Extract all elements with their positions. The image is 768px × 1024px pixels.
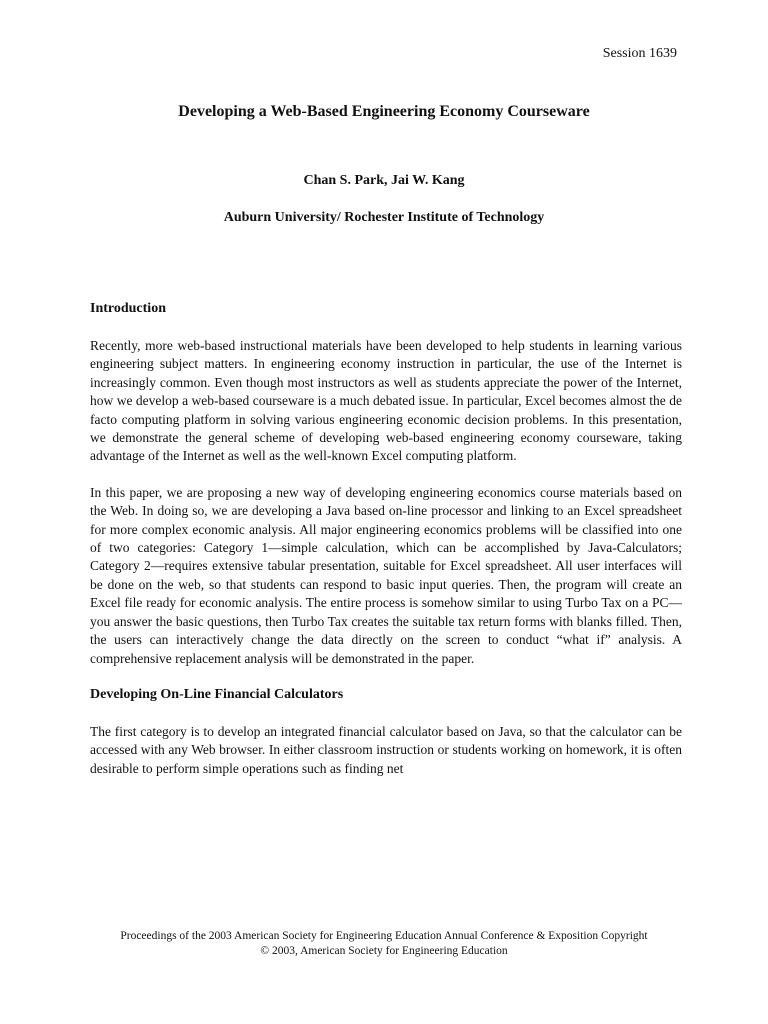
paper-authors: Chan S. Park, Jai W. Kang <box>303 173 465 188</box>
paper-body <box>90 300 682 778</box>
intro-paragraph-1: Recently, more web-based instructional materials have been developed to help students in learning various engineering subject matters. In engineering economy instruction in particular, the use of the Internet is increasingly common. Even though most instructors as well as students appreciate the power of the Internet, how we develop a web-based courseware is a much debated issue. In particular, Excel becomes almost the de facto computing platform in solving various engineering economic decision problems. In this presentation, we demonstrate the general scheme of developing web-based engineering economy courseware, taking advantage of the Internet as well as the well-known Excel computing platform. <box>90 338 682 464</box>
paper-affiliation: Auburn University/ Rochester Institute of Technology <box>223 210 545 225</box>
section-heading-calculators: Developing On-Line Financial Calculators <box>90 686 344 702</box>
footer-copyright-line: © 2003, American Society for Engineering Education <box>260 945 508 957</box>
intro-paragraph-2: In this paper, we are proposing a new way of developing engineering economics course materials based on the Web. In doing so, we are developing a Java based on-line processor and linking to an Excel spreadsheet for more complex economic analysis. All major engineering economics problems will be classified into one of two categories: Category 1—simple calculation, which can be accomplished by Java-Calculators; Category 2—requires extensive tabular presentation, suitable for Excel spreadsheet. All user interfaces will be done on the web, so that students can respond to basic input queries. Then, the program will create an Excel file ready for economic analysis. The entire process is somehow similar to using Turbo Tax on a PC—you answer the basic questions, then Turbo Tax creates the suitable tax return forms with blanks filled. Then, the users can interactively change the data directly on the screen to conduct “what if” analysis. A comprehensive replacement analysis will be demonstrated in the paper. <box>90 484 682 666</box>
calculators-paragraph-1: The first category is to develop an integrated financial calculator based on Java, so that the calculator can be accessed with any Web browser. In either classroom instruction or students working on homework, it is often desirable to perform simple operations such as finding net <box>90 723 682 776</box>
section-heading-introduction: Introduction <box>90 301 166 316</box>
paper-title: Developing a Web-Based Engineering Economy Courseware <box>178 103 590 120</box>
session-number: Session 1639 <box>602 46 677 61</box>
footer-proceedings-line: Proceedings of the 2003 American Society for Engineering Education Annual Conference & Exposition Copyright <box>120 930 648 942</box>
page-footer <box>0 929 768 959</box>
